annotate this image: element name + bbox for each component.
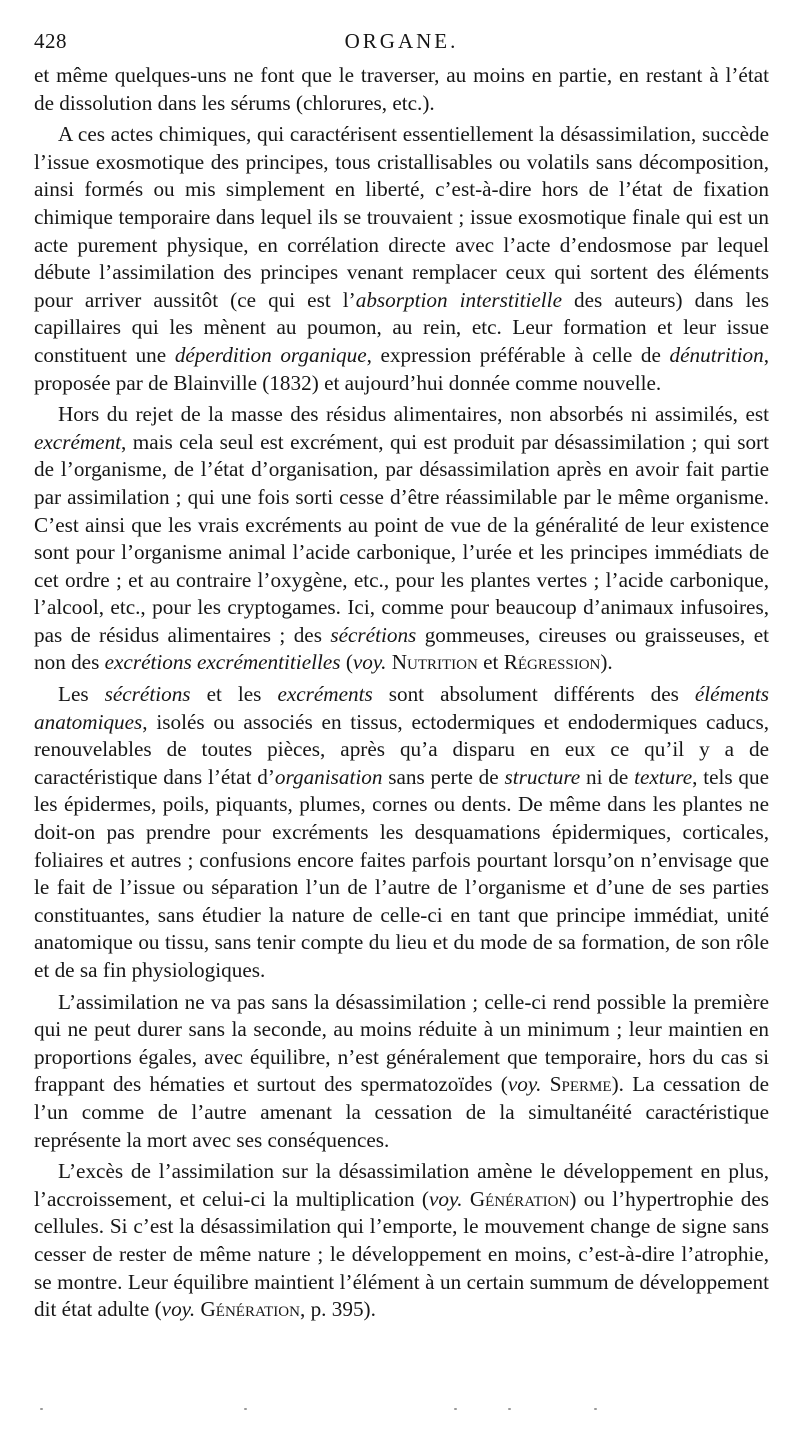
- text-run: [463, 1187, 470, 1211]
- text-run: L’excès de l’assimilation sur la désassimilation amène le développement en plus, l’accroissement, et celui-ci la multiplication (: [34, 1159, 769, 1211]
- cross-reference: Nutrition: [391, 650, 478, 675]
- text-run: , p. 395).: [299, 1297, 376, 1322]
- speck: [244, 1408, 247, 1410]
- cross-reference: Génération: [200, 1297, 300, 1322]
- text-run: ). La cessation de l’un comme de l’autre amenant la cessation de la simultanéité caractéristique représente la mort avec ses conséquences.: [34, 1072, 769, 1152]
- italic-term: éléments anatomiques: [34, 682, 770, 734]
- italic-term: excréments: [277, 682, 373, 707]
- document-page: [34, 28, 769, 1328]
- paragraph: [34, 989, 769, 1155]
- paragraph: [34, 1158, 769, 1324]
- italic-term: organisation: [274, 764, 383, 789]
- text-run: A ces actes chimiques, qui caractérisent essentiellement la désassimilation, succède l’issue exosmotique des principes, tous cristallisables ou volatils sans décomposition, ainsi formés ou mis simplement en liberté, c’est-à-dire hors de l’état de fixation chimique temporaire dans lequel ils se trouvaient ; issue exosmotique finale qui est un acte purement physique, en corrélation directe avec l’acte d’endosmose par lequel débute l’assimilation des principes venant remplacer ceux qui sortent des éléments pour arriver aussitôt (ce qui est l’: [34, 122, 769, 312]
- text-run: , tels que les épidermes, poils, piquants, plumes, cornes ou dents. De même dans les plantes ne doit-on pas prendre pour excréments les desquamations épidermiques, corticales, foliaires et autres ; confusions encore faites parfois pourtant lorsqu’on n’envisage que le fait de l’issue ou séparation l’un de l’autre de l’organisme et d’une de ses parties constituantes, sans étudier la nature de celle-ci en tant que principe immédiat, unité anatomique ou tissu, sans tenir compte du lieu et du mode de sa formation, de son rôle et de sa fin physiologiques.: [34, 764, 770, 982]
- cross-reference: Sperme: [549, 1072, 612, 1097]
- text-run: Hors du rejet de la masse des résidus alimentaires, non absorbés ni assimilés, est: [58, 402, 769, 427]
- text-run: ) ou l’hypertrophie des cellules. Si c’est la désassimilation qui l’emporte, le mouvement change de signe sans cesser de rester de même nature ; le développement en moins, c’est-à-dire l’atrophie, se montre. Leur équilibre maintient l’élément à un certain summum de développement dit état adulte (: [34, 1186, 770, 1322]
- italic-term: structure: [504, 764, 581, 789]
- italic-term: excrément: [34, 429, 122, 454]
- italic-term: voy.: [507, 1072, 542, 1097]
- italic-term: dénutrition: [669, 342, 764, 367]
- text-run: ni de: [580, 764, 635, 789]
- cross-reference: Régression: [503, 650, 601, 675]
- italic-term: sécrétions: [104, 682, 191, 707]
- running-title: ORGANE.: [344, 29, 459, 53]
- italic-term: texture: [634, 764, 693, 789]
- cross-reference: Génération: [469, 1186, 570, 1211]
- text-run: , expression préférable à celle de: [366, 342, 670, 367]
- text-run: Les: [58, 682, 105, 707]
- footer-specks: [34, 1408, 769, 1418]
- text-run: , proposée par de Blainville (1832) et aujourd’hui donnée comme nouvelle.: [34, 342, 769, 395]
- speck: [594, 1408, 597, 1410]
- italic-term: absorption interstitielle: [355, 287, 562, 312]
- text-run: des auteurs) dans les capillaires qui les mènent au poumon, au rein, etc. Leur formation et leur issue constituent une: [34, 287, 770, 367]
- text-run: sans perte de: [382, 764, 505, 789]
- text-run: ).: [600, 650, 613, 675]
- speck: [508, 1408, 511, 1410]
- page-header: [34, 28, 769, 62]
- italic-term: déperdition organique: [174, 342, 367, 367]
- text-run: et même quelques-uns ne font que le traverser, au moins en partie, en restant à l’état de dissolution dans les sérums (chlorures, etc.).: [34, 63, 769, 115]
- text-run: sont absolument différents des: [372, 682, 695, 707]
- italic-term: voy.: [352, 650, 387, 675]
- text-run: , isolés ou associés en tissus, ectodermiques et endodermiques caducs, renouvelables de toutes pièces, après qu’a disparu en eux ce qu’il y a de caractéristique dans l’état d’: [34, 709, 769, 789]
- paragraph: [34, 62, 769, 117]
- text-run: et les: [190, 682, 278, 707]
- text-run: [541, 1072, 549, 1096]
- speck: [40, 1408, 43, 1410]
- italic-term: excrétions excrémentitielles: [104, 650, 341, 675]
- speck: [454, 1408, 457, 1410]
- paragraph: [34, 401, 769, 677]
- italic-term: voy.: [428, 1186, 463, 1211]
- text-run: et: [477, 650, 504, 675]
- text-run: (: [340, 650, 353, 675]
- italic-term: sécrétions: [330, 622, 417, 647]
- paragraph: [34, 681, 769, 985]
- italic-term: voy.: [161, 1297, 196, 1322]
- text-run: L’assimilation ne va pas sans la désassimilation ; celle-ci rend possible la première qui ne peut durer sans la seconde, au moins réduite à un minimum ; leur maintien en proportions égales, avec équilibre, n’est généralement que temporaire, hors du cas si frappant des hématies et surtout des spermatozoïdes (: [34, 989, 769, 1097]
- text-run: gommeuses, cireuses ou graisseuses, et non des: [34, 622, 769, 675]
- page-number: 428: [34, 29, 67, 53]
- text-run: , mais cela seul est excrément, qui est produit par désassimilation ; qui sort de l’organisme, de l’état d’organisation, par désassimilation après en avoir fait partie par assimilation ; qui une fois sorti cesse d’être réassimilable par le même organisme. C’est ainsi que les vrais excréments au point de vue de la généralité de leur existence sont pour l’organisme animal l’acide carbonique, l’urée et les principes immédiats de cet ordre ; et au contraire l’oxygène, etc., pour les plantes vertes ; l’acide carbonique, l’alcool, etc., pour les cryptogames. Ici, comme pour beaucoup d’animaux infusoires, pas de résidus alimentaires ; des: [34, 429, 769, 647]
- paragraph: [34, 121, 769, 397]
